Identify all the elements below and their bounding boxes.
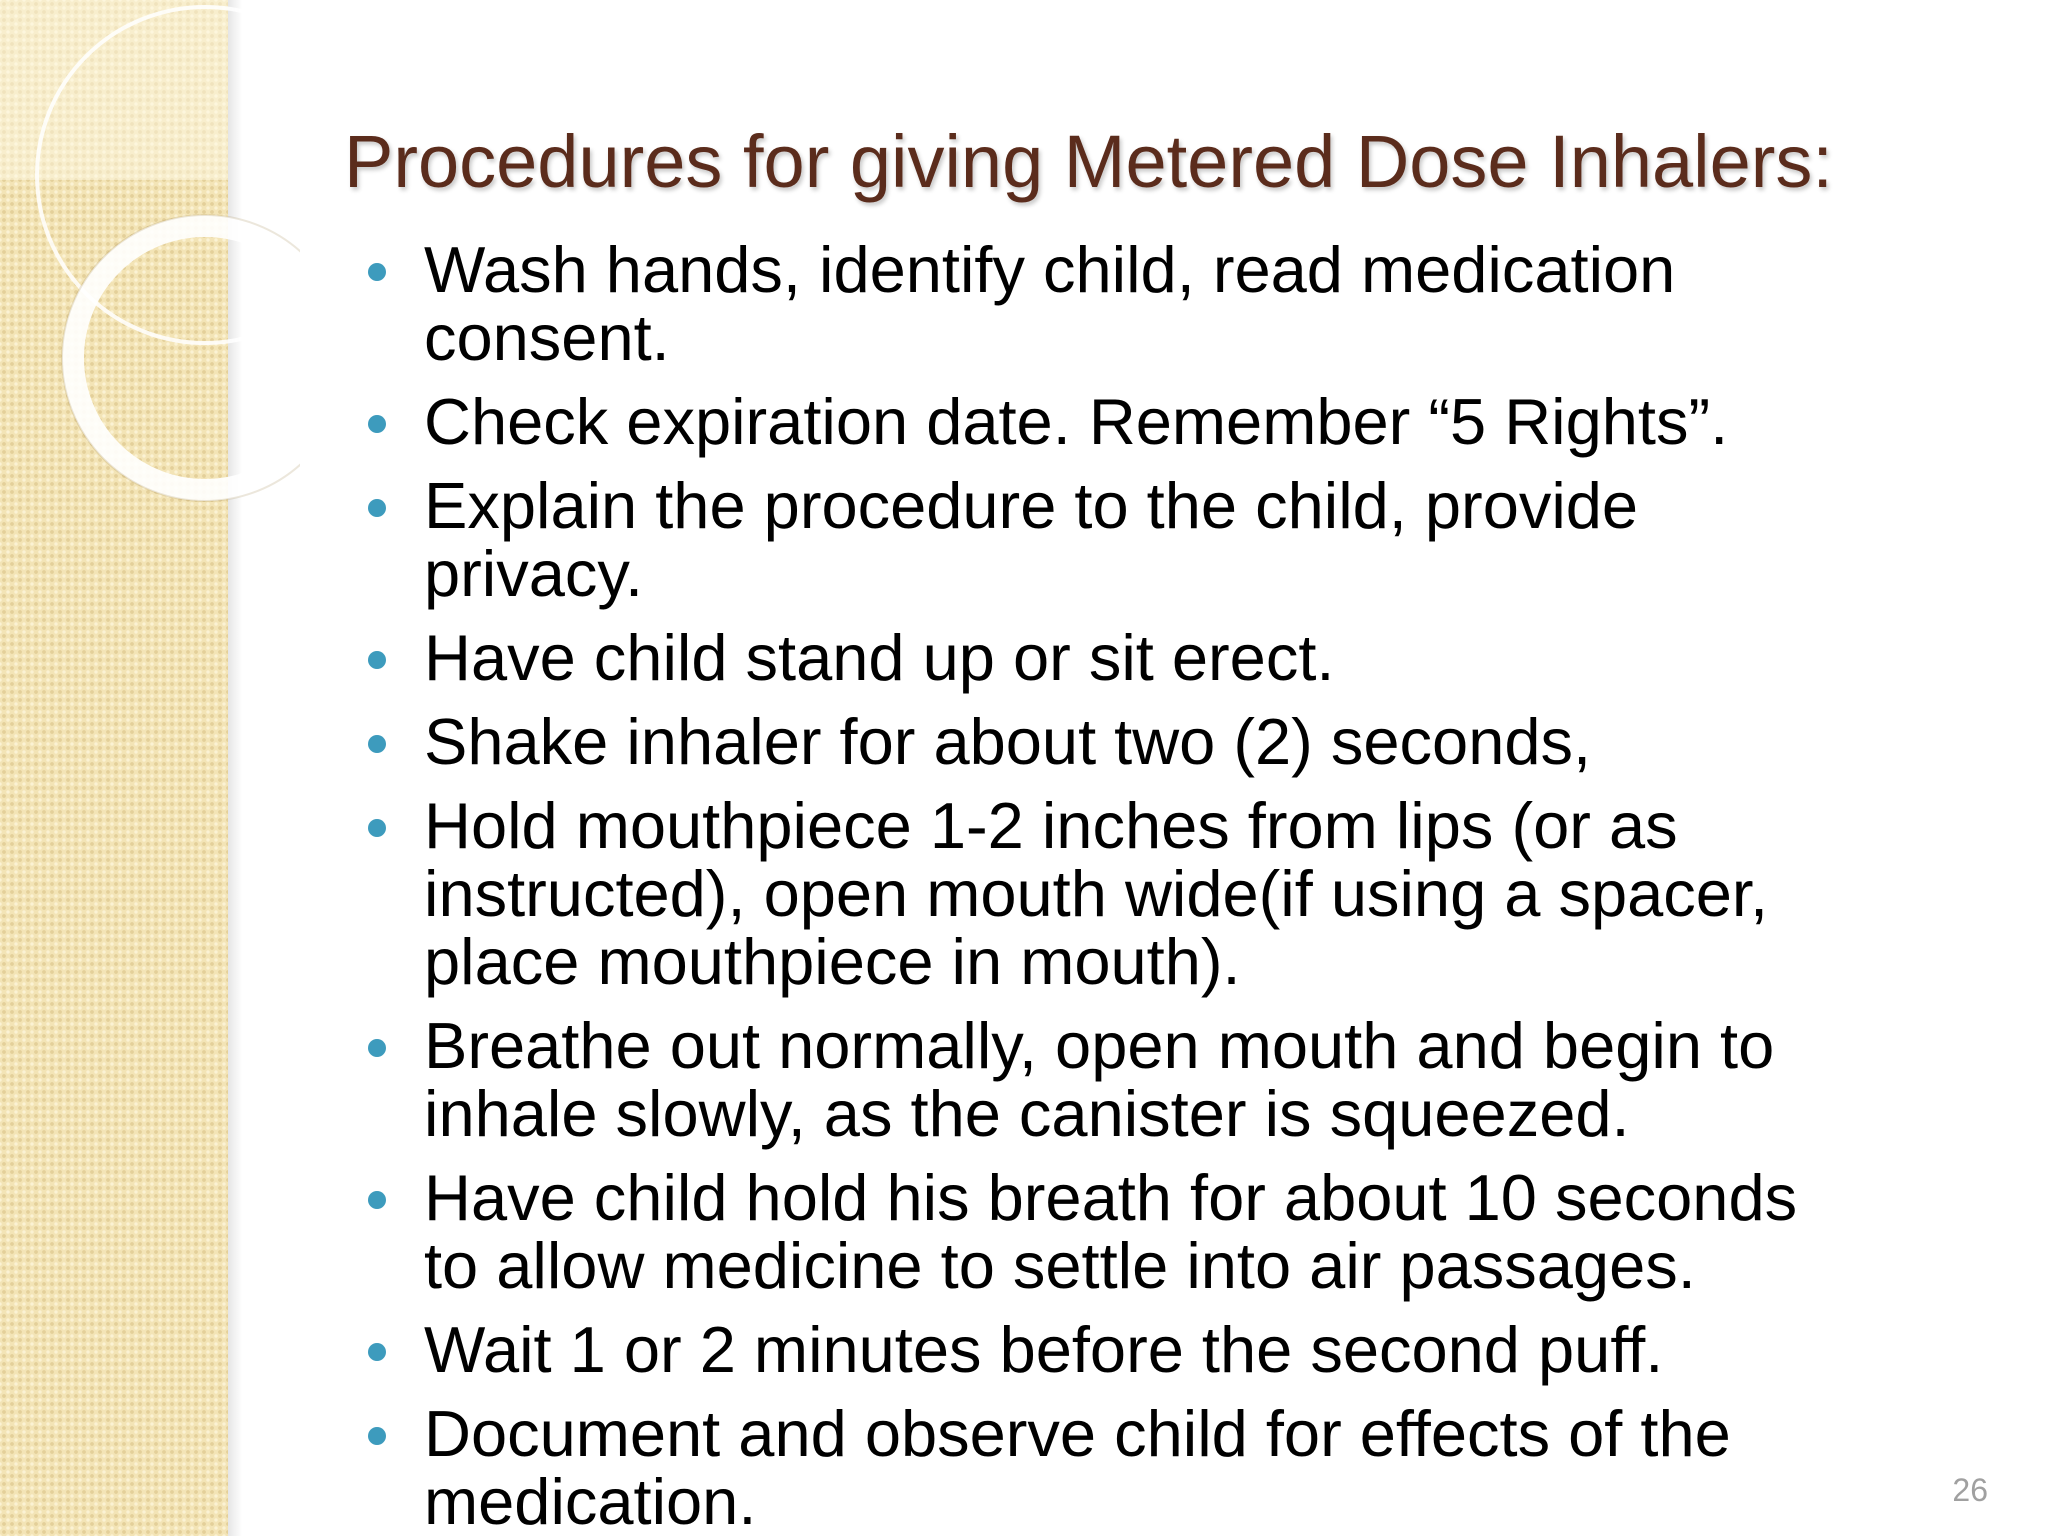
bullet-dot-icon (368, 735, 386, 753)
bullet-text: Breathe out normally, open mouth and begin to inhale slowly, as the canister is squeezed. (424, 1009, 1775, 1150)
bullet-dot-icon (368, 651, 386, 669)
bullet-list (344, 233, 1964, 1536)
decorative-arc-large (0, 0, 228, 180)
bullet-text: Have child hold his breath for about 10 seconds to allow medicine to settle into air passages. (424, 1161, 1798, 1302)
decorative-circles (0, 0, 300, 560)
bullet-dot-icon (368, 1039, 386, 1057)
decorative-ring-small-shadow (62, 215, 300, 501)
bullet-item (344, 233, 1964, 374)
bullet-dot-icon (368, 819, 386, 837)
bullet-text: Wash hands, identify child, read medication consent. (424, 233, 1676, 374)
bullet-item (344, 469, 1964, 610)
decorative-ring-small (73, 226, 300, 490)
bullet-text: Document and observe child for effects of the medication. (424, 1397, 1731, 1536)
page-number: 26 (1952, 1472, 1988, 1508)
bullet-item (344, 789, 1964, 998)
bullet-item (344, 1009, 1964, 1150)
bullet-text: Check expiration date. Remember “5 Rights”. (424, 385, 1729, 458)
bullet-text: Wait 1 or 2 minutes before the second puff. (424, 1313, 1664, 1386)
bullet-dot-icon (368, 263, 386, 281)
bullet-dot-icon (368, 1191, 386, 1209)
bullet-text: Shake inhaler for about two (2) seconds, (424, 705, 1592, 778)
slide-title: Procedures for giving Metered Dose Inhalers: (344, 120, 1833, 203)
bullet-item (344, 621, 1964, 694)
bullet-dot-icon (368, 499, 386, 517)
bullet-text: Have child stand up or sit erect. (424, 621, 1335, 694)
bullet-text: Hold mouthpiece 1-2 inches from lips (or as instructed), open mouth wide(if using a spacer, place mouthpiece in mouth). (424, 789, 1769, 998)
bullet-dot-icon (368, 1427, 386, 1445)
bullet-dot-icon (368, 415, 386, 433)
bullet-dot-icon (368, 1343, 386, 1361)
bullet-item (344, 1313, 1964, 1386)
bullet-text: Explain the procedure to the child, provide privacy. (424, 469, 1639, 610)
bullet-item (344, 1397, 1964, 1536)
bullet-item (344, 1161, 1964, 1302)
bullet-item (344, 705, 1964, 778)
bullet-item (344, 385, 1964, 458)
